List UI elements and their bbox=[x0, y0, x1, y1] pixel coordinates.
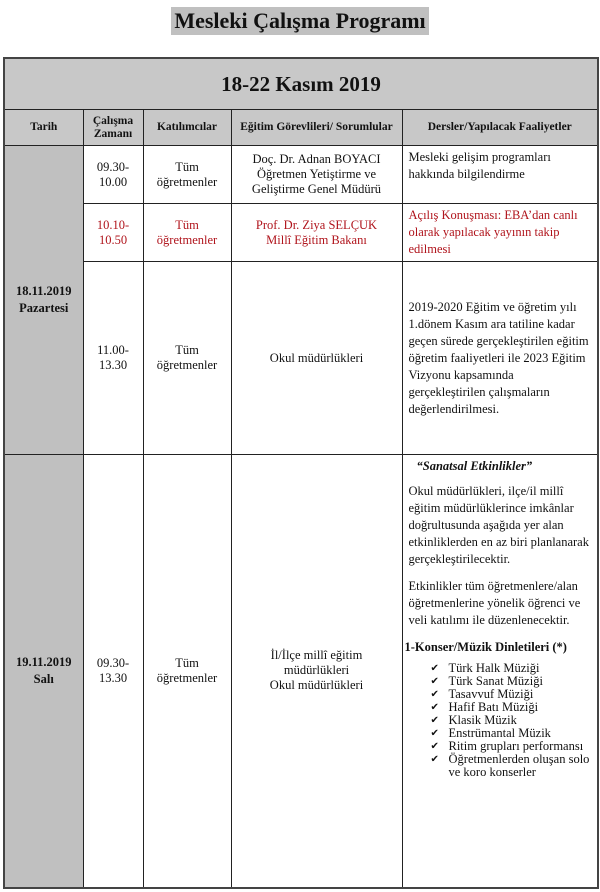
time-end: 13.30 bbox=[98, 670, 128, 685]
header-zaman-2: Zamanı bbox=[93, 127, 133, 140]
date-cell-day2 bbox=[4, 455, 83, 888]
date: 19.11.2019 bbox=[15, 654, 72, 669]
responsible-line: Doç. Dr. Adnan BOYACI bbox=[252, 152, 381, 166]
check-icon: ✔ bbox=[430, 715, 439, 726]
activity-cell: Mesleki gelişim programları hakkında bilgilendirme bbox=[402, 146, 598, 204]
list-item-label: Ritim grupları performansı bbox=[448, 739, 584, 753]
responsible-line: Geliştirme Genel Müdürü bbox=[251, 182, 382, 196]
list-item-label: Tasavvuf Müziği bbox=[448, 687, 534, 701]
participants-cell bbox=[143, 146, 231, 204]
check-icon: ✔ bbox=[430, 741, 439, 752]
responsible-line: Millî Eğitim Bakanı bbox=[266, 232, 367, 247]
participants-cell bbox=[143, 455, 231, 888]
time-cell bbox=[83, 146, 143, 204]
page-title: Mesleki Çalışma Programı bbox=[171, 7, 428, 35]
responsible-cell: Okul müdürlükleri bbox=[231, 262, 402, 455]
responsible-cell bbox=[231, 455, 402, 888]
participants-line: öğretmenler bbox=[156, 232, 218, 247]
time-end: 13.30 bbox=[98, 358, 128, 372]
activity-paragraph: Etkinlikler tüm öğretmenlere/alan öğretmenlerine yönelik öğrenci ve veli katılımı ile düzenlenecektir. bbox=[408, 579, 581, 627]
date-cell-day1 bbox=[4, 146, 83, 455]
table-row bbox=[4, 455, 598, 888]
check-icon: ✔ bbox=[430, 676, 439, 687]
check-icon: ✔ bbox=[430, 689, 439, 700]
header-faaliyetler: Dersler/Yapılacak Faaliyetler bbox=[402, 110, 598, 146]
check-icon: ✔ bbox=[430, 728, 439, 739]
program-table bbox=[3, 57, 599, 889]
time-start: 10.10- bbox=[96, 217, 130, 232]
date: 18.11.2019 bbox=[15, 284, 72, 298]
time-cell bbox=[83, 204, 143, 262]
list-item-label: Hafif Batı Müziği bbox=[448, 700, 539, 714]
responsible-line: İl/İlçe millî eğitim bbox=[270, 648, 363, 663]
participants-line: Tüm bbox=[175, 655, 199, 670]
list-item-label: Klasik Müzik bbox=[448, 713, 517, 727]
header-tarih: Tarih bbox=[4, 110, 83, 146]
responsible-line: müdürlükleri bbox=[283, 663, 350, 678]
time-cell bbox=[83, 455, 143, 888]
table-row bbox=[4, 262, 598, 455]
check-icon: ✔ bbox=[430, 754, 439, 765]
participants-line: öğretmenler bbox=[156, 174, 218, 189]
time-start: 09.30- bbox=[96, 655, 130, 670]
activity-cell: Açılış Konuşması: EBA’dan canlı olarak yapılacak yayının takip edilmesi bbox=[402, 204, 598, 262]
responsible-cell bbox=[231, 204, 402, 262]
list-item-label: Enstrümantal Müzik bbox=[448, 726, 551, 740]
time-end: 10.50 bbox=[98, 232, 128, 247]
participants-line: Tüm bbox=[175, 343, 199, 357]
time-start: 09.30- bbox=[96, 159, 130, 174]
week-banner: 18-22 Kasım 2019 bbox=[4, 58, 598, 110]
list-item bbox=[431, 753, 594, 779]
time-end: 10.00 bbox=[98, 174, 128, 189]
header-katilimcilar: Katılımcılar bbox=[143, 110, 231, 146]
participants-line: öğretmenler bbox=[156, 358, 218, 372]
music-list bbox=[409, 662, 594, 779]
time-start: 11.00- bbox=[97, 343, 129, 357]
title-wrap bbox=[0, 7, 600, 35]
participants-cell bbox=[143, 204, 231, 262]
header-row bbox=[4, 110, 598, 146]
activity-cell: 2019-2020 Eğitim ve öğretim yılı 1.dönem Kasım ara tatiline kadar geçen sürede gerçekleştirilen eğitim öğretim faaliyetleri ile 2023 Eğitim Vizyonu kapsamında gerçekleştirilen çalışmaların değerlendirilmesi. bbox=[402, 262, 598, 455]
participants-cell bbox=[143, 262, 231, 455]
time-cell bbox=[83, 262, 143, 455]
table-row bbox=[4, 204, 598, 262]
responsible-line: Okul müdürlükleri bbox=[269, 678, 364, 693]
activity-subtitle: “Sanatsal Etkinlikler” bbox=[416, 459, 533, 473]
header-zaman bbox=[83, 110, 143, 146]
check-icon: ✔ bbox=[430, 663, 439, 674]
music-heading: 1-Konser/Müzik Dinletileri (*) bbox=[404, 640, 567, 654]
responsible-cell bbox=[231, 146, 402, 204]
responsible-line: Prof. Dr. Ziya SELÇUK bbox=[255, 217, 378, 232]
weekday: Pazartesi bbox=[19, 301, 69, 315]
responsible-line: Öğretmen Yetiştirme ve bbox=[256, 167, 377, 181]
weekday: Salı bbox=[33, 671, 54, 686]
check-icon: ✔ bbox=[430, 702, 439, 713]
list-item-label: Türk Sanat Müziği bbox=[448, 674, 543, 688]
participants-line: Tüm bbox=[175, 159, 199, 174]
header-zaman-1: Çalışma bbox=[92, 114, 134, 127]
activity-paragraph: Okul müdürlükleri, ilçe/il millî eğitim müdürlüklerince imkânlar doğrultusunda aşağıda yer alan etkinliklerden en az biri planlanarak gerçekleştirilecektir. bbox=[408, 484, 589, 566]
activity-cell bbox=[402, 455, 598, 888]
list-item-label: Öğretmenlerden oluşan solo ve koro konserler bbox=[448, 752, 590, 779]
participants-line: öğretmenler bbox=[156, 670, 218, 685]
header-gorevliler: Eğitim Görevlileri/ Sorumlular bbox=[231, 110, 402, 146]
list-item-label: Türk Halk Müziği bbox=[448, 661, 540, 675]
participants-line: Tüm bbox=[175, 217, 199, 232]
table-row bbox=[4, 146, 598, 204]
